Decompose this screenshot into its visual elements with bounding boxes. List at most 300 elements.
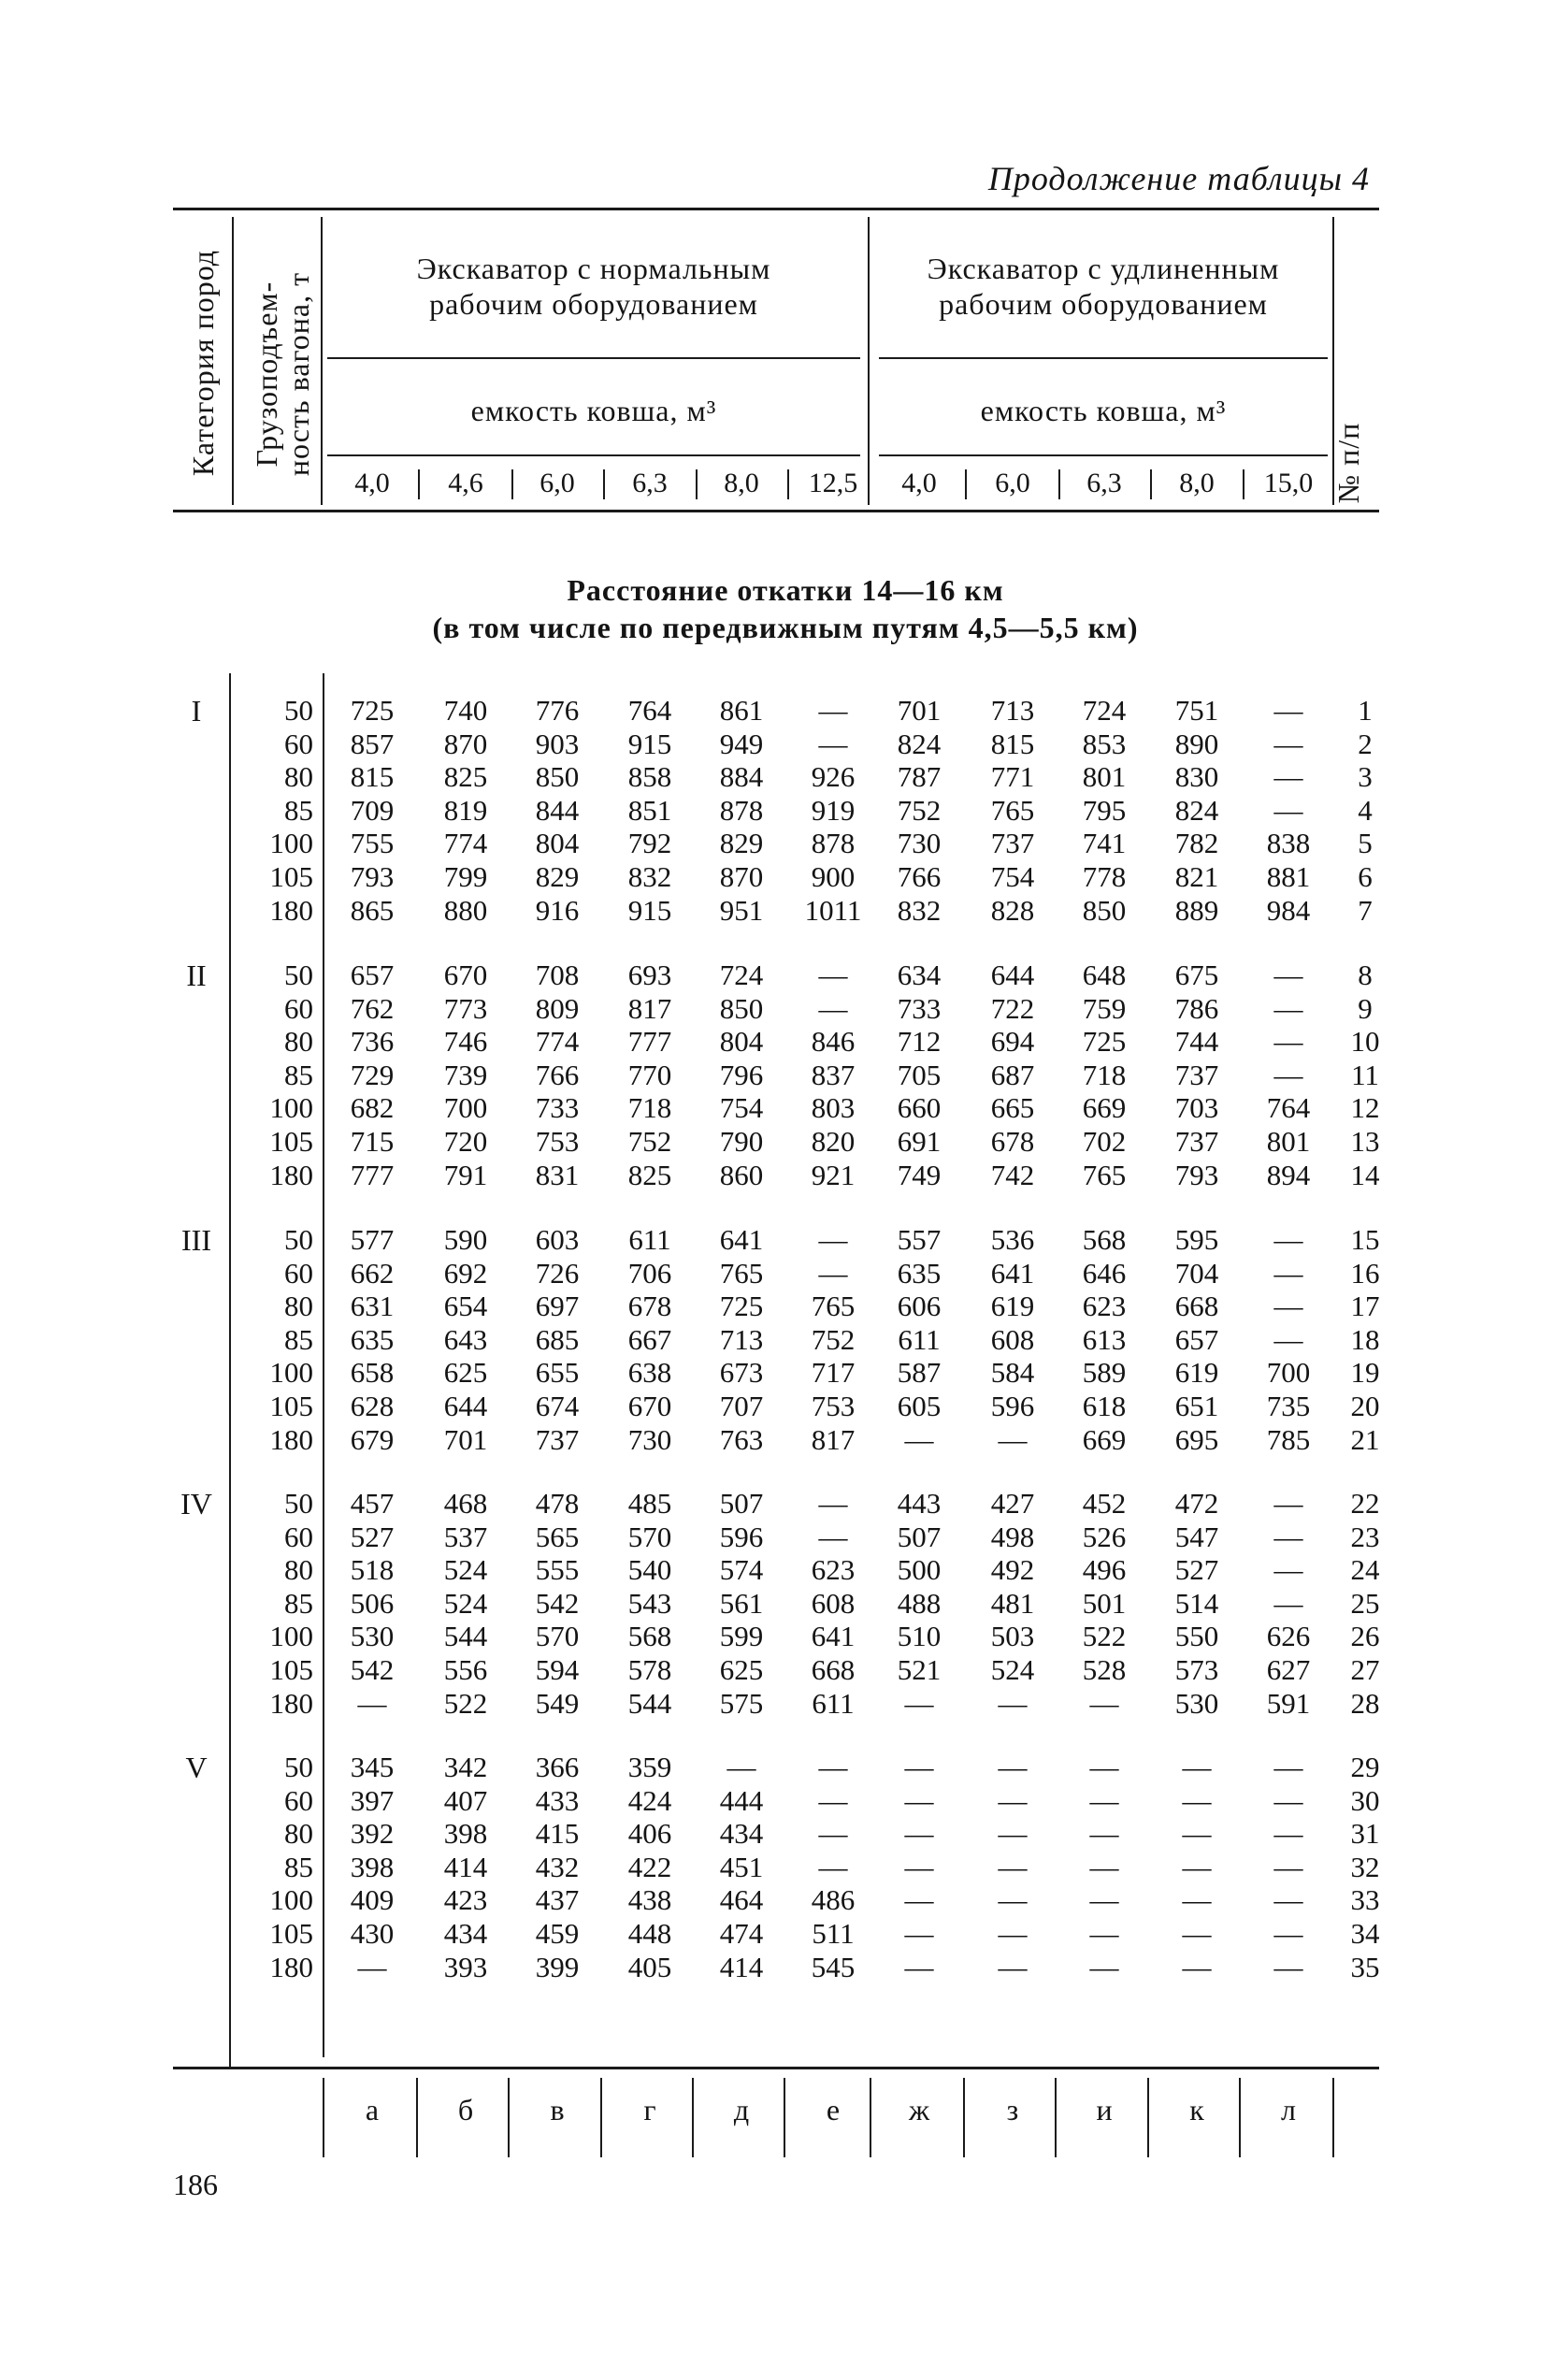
table-cell: 472 <box>1174 1487 1219 1520</box>
capacity-separator <box>965 469 967 499</box>
capacity-label: 8,0 <box>724 468 759 498</box>
capacity-label: 12,5 <box>808 468 858 498</box>
table-cell: 730 <box>897 827 942 860</box>
table-cell: 762 <box>350 991 395 1025</box>
table-cell: 468 <box>443 1487 488 1520</box>
table-cell: 526 <box>1082 1520 1127 1553</box>
footer-divider <box>1147 2078 1149 2157</box>
table-cell: 718 <box>1082 1058 1127 1091</box>
load-value: 100 <box>269 827 313 860</box>
table-cell: 619 <box>1174 1356 1219 1390</box>
table-cell: 452 <box>1082 1487 1127 1520</box>
table-cell: 542 <box>535 1586 580 1620</box>
table-cell: 414 <box>443 1850 488 1883</box>
table-cell: 660 <box>897 1091 942 1125</box>
table-cell: 695 <box>1174 1422 1219 1456</box>
load-value: 60 <box>284 727 313 760</box>
table-cell: 599 <box>719 1620 764 1653</box>
row-number: 18 <box>1350 1322 1380 1356</box>
table-cell: 786 <box>1174 991 1219 1025</box>
table-cell: 511 <box>812 1917 855 1950</box>
footer-divider <box>1239 2078 1241 2157</box>
table-cell: 481 <box>990 1586 1035 1620</box>
table-cell: 474 <box>719 1917 764 1950</box>
table-cell: — <box>1089 1686 1119 1720</box>
table-cell: 830 <box>1174 760 1219 794</box>
table-cell: 658 <box>350 1356 395 1390</box>
table-cell: 398 <box>350 1850 395 1883</box>
group1-title-line2: рабочим оборудованием <box>429 287 758 321</box>
row-number: 5 <box>1358 827 1373 860</box>
table-cell: 528 <box>1082 1653 1127 1686</box>
table-cell: 801 <box>1082 760 1127 794</box>
table-cell: 751 <box>1174 694 1219 727</box>
table-cell: 717 <box>811 1356 856 1390</box>
table-cell: 706 <box>627 1256 672 1290</box>
table-cell: — <box>998 1950 1028 1983</box>
load-value: 50 <box>284 694 313 727</box>
row-number: 17 <box>1350 1290 1380 1323</box>
header-divider <box>327 454 860 456</box>
section-title-line2: (в том числе по передвижным путям 4,5—5,5 км) <box>432 611 1139 644</box>
table-cell: 667 <box>627 1322 672 1356</box>
table-cell: 984 <box>1266 893 1311 927</box>
table-cell: 824 <box>1174 793 1219 827</box>
table-cell: 635 <box>897 1256 942 1290</box>
table-cell: 623 <box>811 1553 856 1587</box>
table-cell: 544 <box>627 1686 672 1720</box>
table-cell: 527 <box>1174 1553 1219 1587</box>
table-cell: — <box>1182 1817 1212 1851</box>
table-cell: 434 <box>719 1817 764 1851</box>
footer-divider <box>870 2078 871 2157</box>
footer-divider <box>1332 2078 1334 2157</box>
table-cell: — <box>1273 1751 1303 1783</box>
group2-title-line1: Экскаватор с удлиненным <box>927 252 1280 285</box>
table-cell: 765 <box>811 1290 856 1323</box>
table-cell: 634 <box>897 959 942 991</box>
table-cell: 670 <box>443 959 488 991</box>
table-cell: — <box>1273 1290 1303 1323</box>
table-cell: 799 <box>443 860 488 893</box>
table-cell: — <box>904 1950 934 1983</box>
table-cell: 603 <box>535 1223 580 1256</box>
table-cell: 777 <box>627 1025 672 1059</box>
table-cell: 951 <box>719 893 764 927</box>
table-cell: 880 <box>443 893 488 927</box>
table-cell: 691 <box>897 1125 942 1158</box>
table-cell: 740 <box>443 694 488 727</box>
table-cell: 741 <box>1082 827 1127 860</box>
table-cell: 510 <box>897 1620 942 1653</box>
table-cell: 678 <box>990 1125 1035 1158</box>
capacity-label: 4,0 <box>901 468 937 498</box>
table-cell: 832 <box>627 860 672 893</box>
table-cell: — <box>1182 1751 1212 1783</box>
table-cell: 765 <box>990 793 1035 827</box>
table-cell: — <box>1273 1850 1303 1883</box>
table-cell: 574 <box>719 1553 764 1587</box>
table-cell: — <box>1273 760 1303 794</box>
table-cell: 507 <box>719 1487 764 1520</box>
table-cell: 654 <box>443 1290 488 1323</box>
load-value: 100 <box>269 1620 313 1653</box>
table-cell: 817 <box>627 991 672 1025</box>
footer-divider <box>692 2078 694 2157</box>
row-number: 11 <box>1351 1058 1379 1091</box>
table-cell: — <box>904 1817 934 1851</box>
table-cell: — <box>1273 1817 1303 1851</box>
column-letter: г <box>643 2093 656 2126</box>
table-cell: — <box>818 991 848 1025</box>
table-cell: 803 <box>811 1091 856 1125</box>
table-cell: 399 <box>535 1950 580 1983</box>
table-cell: 744 <box>1174 1025 1219 1059</box>
table-cell: — <box>818 959 848 991</box>
table-cell: 595 <box>1174 1223 1219 1256</box>
table-cell: 900 <box>811 860 856 893</box>
load-value: 85 <box>284 1322 313 1356</box>
table-cell: — <box>1089 1751 1119 1783</box>
table-cell: 718 <box>627 1091 672 1125</box>
load-value: 100 <box>269 1356 313 1390</box>
table-cell: — <box>1273 1058 1303 1091</box>
load-value: 50 <box>284 959 313 991</box>
table-cell: 837 <box>811 1058 856 1091</box>
row-number: 12 <box>1350 1091 1380 1125</box>
table-cell: 644 <box>443 1390 488 1422</box>
table-cell: 625 <box>443 1356 488 1390</box>
table-cell: 725 <box>350 694 395 727</box>
header-divider <box>232 217 234 505</box>
table-cell: 543 <box>627 1586 672 1620</box>
header-divider <box>868 217 870 505</box>
load-value: 85 <box>284 1850 313 1883</box>
header-load <box>251 224 325 524</box>
table-cell: 674 <box>535 1390 580 1422</box>
row-number: 2 <box>1358 727 1373 760</box>
table-cell: — <box>1273 1025 1303 1059</box>
table-cell: 605 <box>897 1390 942 1422</box>
load-value: 180 <box>269 1950 313 1983</box>
load-value: 80 <box>284 1025 313 1059</box>
table-cell: 522 <box>443 1686 488 1720</box>
table-cell: 451 <box>719 1850 764 1883</box>
table-cell: 392 <box>350 1817 395 1851</box>
capacity-label: 8,0 <box>1179 468 1215 498</box>
table-cell: 670 <box>627 1390 672 1422</box>
table-cell: 430 <box>350 1917 395 1950</box>
group2-subtitle: емкость ковша, м³ <box>980 394 1227 427</box>
table-cell: 693 <box>627 959 672 991</box>
table-cell: 921 <box>811 1158 856 1191</box>
row-number: 9 <box>1358 991 1373 1025</box>
table-cell: 498 <box>990 1520 1035 1553</box>
table-cell: 824 <box>897 727 942 760</box>
table-cell: 448 <box>627 1917 672 1950</box>
table-cell: 764 <box>1266 1091 1311 1125</box>
load-value: 60 <box>284 1520 313 1553</box>
table-cell: 398 <box>443 1817 488 1851</box>
table-cell: 565 <box>535 1520 580 1553</box>
table-cell: 793 <box>350 860 395 893</box>
header-top-rule <box>173 208 1379 210</box>
table-cell: 619 <box>990 1290 1035 1323</box>
column-letter: е <box>826 2093 841 2126</box>
table-cell: 850 <box>719 991 764 1025</box>
table-cell: 507 <box>897 1520 942 1553</box>
table-cell: — <box>1182 1850 1212 1883</box>
row-number: 27 <box>1350 1653 1380 1686</box>
row-number: 32 <box>1350 1850 1380 1883</box>
table-cell: 611 <box>628 1223 671 1256</box>
table-cell: 625 <box>719 1653 764 1686</box>
table-cell: — <box>1182 1950 1212 1983</box>
table-cell: 819 <box>443 793 488 827</box>
load-value: 85 <box>284 1586 313 1620</box>
table-cell: 850 <box>535 760 580 794</box>
table-cell: 752 <box>627 1125 672 1158</box>
row-number: 19 <box>1350 1356 1380 1390</box>
table-cell: — <box>818 727 848 760</box>
table-cell: 422 <box>627 1850 672 1883</box>
table-cell: — <box>998 1422 1028 1456</box>
load-value: 60 <box>284 1256 313 1290</box>
table-cell: 733 <box>535 1091 580 1125</box>
table-cell: 626 <box>1266 1620 1311 1653</box>
footer-top-rule <box>173 2067 1379 2069</box>
load-value: 180 <box>269 1422 313 1456</box>
table-cell: 793 <box>1174 1158 1219 1191</box>
table-cell: 594 <box>535 1653 580 1686</box>
table-cell: 415 <box>535 1817 580 1851</box>
table-cell: — <box>1273 727 1303 760</box>
table-cell: 673 <box>719 1356 764 1390</box>
table-cell: 433 <box>535 1783 580 1817</box>
table-cell: — <box>1273 1950 1303 1983</box>
category-label: IV <box>180 1487 212 1521</box>
table-cell: 514 <box>1174 1586 1219 1620</box>
footer-divider <box>1055 2078 1057 2157</box>
table-cell: 817 <box>811 1422 856 1456</box>
table-cell: — <box>818 1783 848 1817</box>
footer-divider <box>323 2078 324 2157</box>
category-label: III <box>181 1223 211 1257</box>
table-cell: — <box>1089 1850 1119 1883</box>
table-cell: — <box>1273 1520 1303 1553</box>
table-cell: 804 <box>535 827 580 860</box>
table-cell: — <box>1273 959 1303 991</box>
column-letter: б <box>457 2093 474 2126</box>
table-cell: 889 <box>1174 893 1219 927</box>
table-cell: 657 <box>1174 1322 1219 1356</box>
table-cell: 773 <box>443 991 488 1025</box>
table-cell: 644 <box>990 959 1035 991</box>
table-cell: 522 <box>1082 1620 1127 1653</box>
table-cell: 486 <box>811 1883 856 1917</box>
table-cell: 777 <box>350 1158 395 1191</box>
row-number: 20 <box>1350 1390 1380 1422</box>
table-cell: 459 <box>535 1917 580 1950</box>
table-cell: 804 <box>719 1025 764 1059</box>
table-cell: 342 <box>443 1751 488 1783</box>
capacity-label: 4,0 <box>354 468 390 498</box>
table-cell: 884 <box>719 760 764 794</box>
table-cell: 700 <box>443 1091 488 1125</box>
table-cell: 397 <box>350 1783 395 1817</box>
table-cell: 722 <box>990 991 1035 1025</box>
table-cell: 702 <box>1082 1125 1127 1158</box>
table-cell: 492 <box>990 1553 1035 1587</box>
table-cell: 651 <box>1174 1390 1219 1422</box>
table-cell: 795 <box>1082 793 1127 827</box>
table-cell: 903 <box>535 727 580 760</box>
table-cell: 825 <box>627 1158 672 1191</box>
column-letter: в <box>550 2093 565 2126</box>
table-cell: 409 <box>350 1883 395 1917</box>
load-value: 80 <box>284 1290 313 1323</box>
load-value: 100 <box>269 1091 313 1125</box>
table-cell: 831 <box>535 1158 580 1191</box>
load-value: 85 <box>284 793 313 827</box>
table-cell: 608 <box>811 1586 856 1620</box>
row-number: 24 <box>1350 1553 1380 1587</box>
table-cell: 643 <box>443 1322 488 1356</box>
table-cell: 703 <box>1174 1091 1219 1125</box>
row-number: 4 <box>1358 793 1373 827</box>
row-number: 29 <box>1350 1751 1380 1783</box>
table-cell: 366 <box>535 1751 580 1783</box>
row-number: 21 <box>1350 1422 1380 1456</box>
table-cell: 550 <box>1174 1620 1219 1653</box>
group2-title <box>874 251 1332 322</box>
table-cell: 708 <box>535 959 580 991</box>
table-cell: 464 <box>719 1883 764 1917</box>
table-cell: 832 <box>897 893 942 927</box>
table-cell: 707 <box>719 1390 764 1422</box>
load-value: 100 <box>269 1883 313 1917</box>
table-cell: 596 <box>719 1520 764 1553</box>
table-cell: — <box>904 1883 934 1917</box>
table-cell: 478 <box>535 1487 580 1520</box>
table-cell: 618 <box>1082 1390 1127 1422</box>
table-cell: — <box>1273 1223 1303 1256</box>
table-cell: 791 <box>443 1158 488 1191</box>
table-cell: 556 <box>443 1653 488 1686</box>
header-load-line1: Грузоподъем- <box>250 281 283 468</box>
table-cell: 345 <box>350 1751 395 1783</box>
load-value: 180 <box>269 1686 313 1720</box>
table-cell: — <box>904 1422 934 1456</box>
table-cell: 915 <box>627 893 672 927</box>
table-cell: 705 <box>897 1058 942 1091</box>
table-cell: 825 <box>443 760 488 794</box>
column-letter: к <box>1189 2093 1204 2126</box>
table-cell: 555 <box>535 1553 580 1587</box>
header-category: Категория пород <box>186 249 220 477</box>
table-cell: 536 <box>990 1223 1035 1256</box>
table-cell: 765 <box>1082 1158 1127 1191</box>
table-cell: 589 <box>1082 1356 1127 1390</box>
table-cell: 623 <box>1082 1290 1127 1323</box>
table-cell: — <box>1273 1553 1303 1587</box>
table-cell: 587 <box>897 1356 942 1390</box>
table-cell: 725 <box>1082 1025 1127 1059</box>
table-cell: — <box>1273 991 1303 1025</box>
load-value: 105 <box>269 1653 313 1686</box>
table-cell: 641 <box>719 1223 764 1256</box>
table-cell: 878 <box>719 793 764 827</box>
table-cell: 568 <box>627 1620 672 1653</box>
table-cell: 752 <box>811 1322 856 1356</box>
table-cell: 524 <box>443 1586 488 1620</box>
table-cell: 540 <box>627 1553 672 1587</box>
table-cell: 577 <box>350 1223 395 1256</box>
table-cell: — <box>998 1883 1028 1917</box>
footer-divider <box>508 2078 510 2157</box>
table-cell: 570 <box>535 1620 580 1653</box>
row-number: 34 <box>1350 1917 1380 1950</box>
table-cell: 749 <box>897 1158 942 1191</box>
load-value: 80 <box>284 1553 313 1587</box>
row-number: 3 <box>1358 760 1373 794</box>
table-cell: 844 <box>535 793 580 827</box>
footer-divider <box>963 2078 965 2157</box>
table-cell: 878 <box>811 827 856 860</box>
table-cell: — <box>1273 694 1303 727</box>
table-cell: 792 <box>627 827 672 860</box>
table-cell: 790 <box>719 1125 764 1158</box>
table-cell: 754 <box>719 1091 764 1125</box>
table-cell: — <box>998 1850 1028 1883</box>
table-cell: 570 <box>627 1520 672 1553</box>
table-cell: 916 <box>535 893 580 927</box>
table-cell: 712 <box>897 1025 942 1059</box>
column-letter: и <box>1096 2093 1113 2126</box>
table-cell: 846 <box>811 1025 856 1059</box>
table-cell: 737 <box>990 827 1035 860</box>
table-cell: 809 <box>535 991 580 1025</box>
table-cell: 815 <box>350 760 395 794</box>
header-divider <box>879 357 1328 359</box>
load-value: 105 <box>269 1917 313 1950</box>
table-cell: 890 <box>1174 727 1219 760</box>
table-cell: — <box>818 1487 848 1520</box>
table-cell: — <box>998 1686 1028 1720</box>
row-number: 8 <box>1358 959 1373 991</box>
table-cell: 568 <box>1082 1223 1127 1256</box>
table-cell: — <box>1273 1256 1303 1290</box>
table-cell: 755 <box>350 827 395 860</box>
table-cell: 733 <box>897 991 942 1025</box>
table-cell: 926 <box>811 760 856 794</box>
table-cell: — <box>1273 1917 1303 1950</box>
table-cell: 679 <box>350 1422 395 1456</box>
column-letter: ж <box>908 2093 930 2126</box>
table-cell: 713 <box>719 1322 764 1356</box>
table-cell: 545 <box>811 1950 856 1983</box>
table-cell: 881 <box>1266 860 1311 893</box>
group1-title <box>327 251 860 322</box>
table-cell: 648 <box>1082 959 1127 991</box>
table-cell: 774 <box>443 827 488 860</box>
table-cell: 720 <box>443 1125 488 1158</box>
table-cell: 765 <box>719 1256 764 1290</box>
category-label: II <box>186 959 207 992</box>
table-cell: 590 <box>443 1223 488 1256</box>
table-cell: 544 <box>443 1620 488 1653</box>
group1-title-line1: Экскаватор с нормальным <box>416 252 771 285</box>
